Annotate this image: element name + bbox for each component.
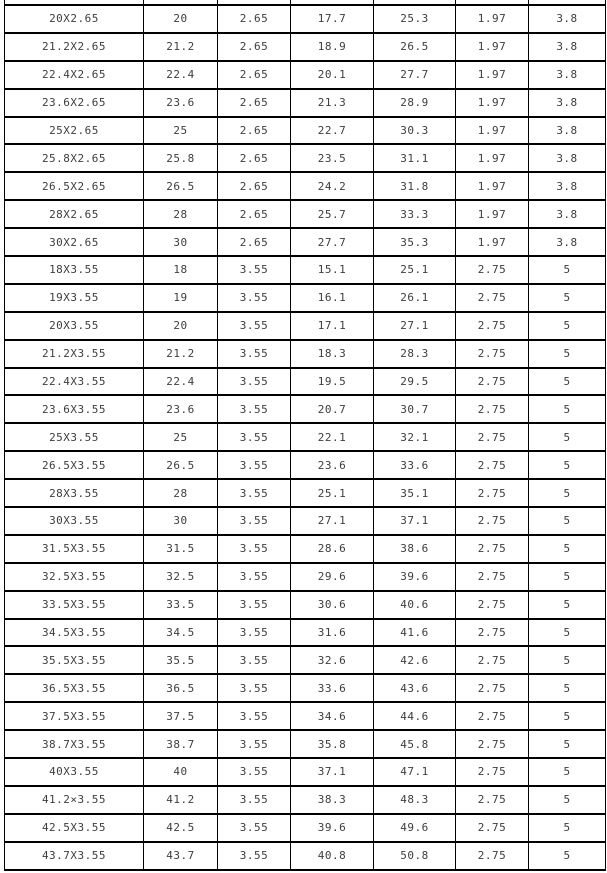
table-cell: 28.9 <box>374 89 456 117</box>
table-cell: 1.97 <box>456 89 529 117</box>
table-cell: 3.55 <box>218 646 291 674</box>
table-cell: 1.97 <box>456 5 529 33</box>
table-row <box>5 814 606 842</box>
table-cell: 33.5 <box>144 591 218 619</box>
table-cell: 3.55 <box>218 786 291 814</box>
table-cell: 25.8 <box>144 144 218 172</box>
table-row <box>5 842 606 870</box>
table-cell: 2.75 <box>456 758 529 786</box>
table-cell: 33.6 <box>291 674 374 702</box>
table-cell: 27.1 <box>291 507 374 535</box>
table-cell: 25 <box>144 423 218 451</box>
table-cell: 23.6 <box>144 395 218 423</box>
table-cell: 2.65 <box>218 5 291 33</box>
table-cell: 27.7 <box>374 61 456 89</box>
table-cell: 5 <box>529 842 606 870</box>
table-row <box>5 312 606 340</box>
table-cell: 23.6X2.65 <box>5 89 144 117</box>
table-cell: 42.5X3.55 <box>5 814 144 842</box>
table-row <box>5 507 606 535</box>
table-cell: 38.7 <box>144 730 218 758</box>
table-cell: 2.65 <box>218 172 291 200</box>
table-row <box>5 591 606 619</box>
table-cell: 1.97 <box>456 228 529 256</box>
table-cell: 3.55 <box>218 423 291 451</box>
table-cell: 34.5X3.55 <box>5 619 144 647</box>
table-cell: 22.4X2.65 <box>5 61 144 89</box>
table-cell: 40.6 <box>374 591 456 619</box>
table-cell: 1.97 <box>456 33 529 61</box>
table-cell: 28.6 <box>291 535 374 563</box>
table-body <box>5 0 606 870</box>
table-row <box>5 674 606 702</box>
table-cell: 40.8 <box>291 842 374 870</box>
table-cell: 20.1 <box>291 61 374 89</box>
table-cell: 25X2.65 <box>5 117 144 145</box>
table-cell: 41.2 <box>144 786 218 814</box>
table-cell: 22.7 <box>291 117 374 145</box>
table-cell: 45.8 <box>374 730 456 758</box>
table-cell: 20X2.65 <box>5 5 144 33</box>
table-row <box>5 256 606 284</box>
table-cell: 2.65 <box>218 144 291 172</box>
table-cell: 26.1 <box>374 284 456 312</box>
table-cell: 2.75 <box>456 674 529 702</box>
table-cell: 30 <box>144 507 218 535</box>
table-cell: 3.8 <box>529 89 606 117</box>
table-cell: 39.6 <box>374 563 456 591</box>
table-cell: 27.7 <box>291 228 374 256</box>
table-cell: 2.65 <box>218 61 291 89</box>
table-cell: 18X3.55 <box>5 256 144 284</box>
table-cell: 3.55 <box>218 702 291 730</box>
table-cell: 20 <box>144 5 218 33</box>
table-row <box>5 284 606 312</box>
table-cell: 38.6 <box>374 535 456 563</box>
table-cell: 40X3.55 <box>5 758 144 786</box>
table-cell: 3.8 <box>529 5 606 33</box>
table-cell: 2.75 <box>456 786 529 814</box>
table-cell: 15.1 <box>291 256 374 284</box>
table-cell: 39.6 <box>291 814 374 842</box>
table-cell: 23.6 <box>291 451 374 479</box>
table-cell: 2.75 <box>456 368 529 396</box>
table-cell: 24.2 <box>291 172 374 200</box>
table-cell: 20.7 <box>291 395 374 423</box>
table-cell: 31.8 <box>374 172 456 200</box>
table-cell: 3.8 <box>529 61 606 89</box>
table-cell: 2.75 <box>456 591 529 619</box>
table-cell: 21.2 <box>144 340 218 368</box>
table-cell: 30X2.65 <box>5 228 144 256</box>
table-cell: 38.3 <box>291 786 374 814</box>
table-cell: 5 <box>529 284 606 312</box>
table-cell: 43.7 <box>144 842 218 870</box>
table-cell: 49.6 <box>374 814 456 842</box>
table-cell: 37.5X3.55 <box>5 702 144 730</box>
table-cell: 2.75 <box>456 842 529 870</box>
table-cell: 3.8 <box>529 117 606 145</box>
table-cell: 31.5 <box>144 535 218 563</box>
table-cell: 17.7 <box>291 5 374 33</box>
table-cell: 41.2×3.55 <box>5 786 144 814</box>
table-cell: 25 <box>144 117 218 145</box>
table-cell: 43.6 <box>374 674 456 702</box>
table-cell: 5 <box>529 535 606 563</box>
table-cell: 31.5X3.55 <box>5 535 144 563</box>
table-cell: 35.5X3.55 <box>5 646 144 674</box>
table-cell: 19X3.55 <box>5 284 144 312</box>
table-cell: 48.3 <box>374 786 456 814</box>
table-cell: 5 <box>529 340 606 368</box>
table-cell: 3.8 <box>529 200 606 228</box>
table-cell: 47.1 <box>374 758 456 786</box>
table-cell: 22.4X3.55 <box>5 368 144 396</box>
table-row <box>5 172 606 200</box>
table-cell: 1.97 <box>456 61 529 89</box>
table-cell: 3.55 <box>218 284 291 312</box>
table-row <box>5 5 606 33</box>
table-cell: 3.55 <box>218 451 291 479</box>
table-cell: 16.1 <box>291 284 374 312</box>
table-cell: 29.6 <box>291 563 374 591</box>
table-row <box>5 395 606 423</box>
table-cell: 2.75 <box>456 284 529 312</box>
table-cell: 25.1 <box>291 479 374 507</box>
table-cell: 2.65 <box>218 89 291 117</box>
table-cell: 5 <box>529 395 606 423</box>
table-row <box>5 619 606 647</box>
table-cell: 2.75 <box>456 814 529 842</box>
table-cell: 5 <box>529 368 606 396</box>
table-row <box>5 33 606 61</box>
table-cell: 3.8 <box>529 228 606 256</box>
table-cell: 5 <box>529 563 606 591</box>
table-cell: 5 <box>529 312 606 340</box>
table-cell: 33.5X3.55 <box>5 591 144 619</box>
table-row <box>5 479 606 507</box>
table-cell: 31.6 <box>291 619 374 647</box>
table-cell: 25.8X2.65 <box>5 144 144 172</box>
table-row <box>5 535 606 563</box>
table-cell: 30 <box>144 228 218 256</box>
table-cell: 27.1 <box>374 312 456 340</box>
table-cell: 2.75 <box>456 395 529 423</box>
table-cell: 23.6X3.55 <box>5 395 144 423</box>
table-cell: 23.5 <box>291 144 374 172</box>
table-cell: 40 <box>144 758 218 786</box>
table-row <box>5 117 606 145</box>
table-cell: 36.5 <box>144 674 218 702</box>
table-cell: 34.5 <box>144 619 218 647</box>
table-cell: 43.7X3.55 <box>5 842 144 870</box>
table-cell: 30X3.55 <box>5 507 144 535</box>
table-cell: 5 <box>529 507 606 535</box>
table-cell: 44.6 <box>374 702 456 730</box>
table-cell: 42.5 <box>144 814 218 842</box>
table-row <box>5 368 606 396</box>
table-cell: 5 <box>529 619 606 647</box>
table-cell: 3.55 <box>218 340 291 368</box>
table-cell: 5 <box>529 256 606 284</box>
table-cell: 23.6 <box>144 89 218 117</box>
table-cell: 21.2X2.65 <box>5 33 144 61</box>
table-cell: 5 <box>529 814 606 842</box>
spec-table-page <box>4 0 605 871</box>
table-row <box>5 200 606 228</box>
table-cell: 2.75 <box>456 507 529 535</box>
table-cell: 20X3.55 <box>5 312 144 340</box>
table-cell: 5 <box>529 646 606 674</box>
table-cell: 26.5 <box>144 172 218 200</box>
table-cell: 20 <box>144 312 218 340</box>
table-cell: 3.55 <box>218 814 291 842</box>
table-cell: 28X3.55 <box>5 479 144 507</box>
table-row <box>5 758 606 786</box>
table-cell: 3.55 <box>218 842 291 870</box>
table-cell: 28X2.65 <box>5 200 144 228</box>
table-cell: 2.75 <box>456 619 529 647</box>
table-row <box>5 144 606 172</box>
table-cell: 1.97 <box>456 200 529 228</box>
table-cell: 3.55 <box>218 563 291 591</box>
table-cell: 2.75 <box>456 312 529 340</box>
table-cell: 35.1 <box>374 479 456 507</box>
table-cell: 2.75 <box>456 702 529 730</box>
table-cell: 3.55 <box>218 256 291 284</box>
table-cell: 33.3 <box>374 200 456 228</box>
table-cell: 3.55 <box>218 395 291 423</box>
table-cell: 2.75 <box>456 451 529 479</box>
table-cell: 30.6 <box>291 591 374 619</box>
table-cell: 22.4 <box>144 61 218 89</box>
table-cell: 25.1 <box>374 256 456 284</box>
table-cell: 2.75 <box>456 563 529 591</box>
table-cell: 5 <box>529 786 606 814</box>
table-cell: 2.75 <box>456 479 529 507</box>
table-cell: 35.8 <box>291 730 374 758</box>
table-cell: 3.8 <box>529 144 606 172</box>
table-cell: 3.55 <box>218 535 291 563</box>
table-cell: 37.5 <box>144 702 218 730</box>
table-cell: 3.8 <box>529 33 606 61</box>
table-cell: 3.55 <box>218 312 291 340</box>
table-cell: 32.1 <box>374 423 456 451</box>
table-cell: 2.75 <box>456 256 529 284</box>
table-row <box>5 786 606 814</box>
table-cell: 50.8 <box>374 842 456 870</box>
table-cell: 5 <box>529 423 606 451</box>
table-cell: 30.7 <box>374 395 456 423</box>
table-cell: 2.65 <box>218 200 291 228</box>
table-cell: 25.3 <box>374 5 456 33</box>
table-cell: 29.5 <box>374 368 456 396</box>
table-cell: 31.1 <box>374 144 456 172</box>
table-cell: 32.6 <box>291 646 374 674</box>
table-cell: 41.6 <box>374 619 456 647</box>
table-cell: 3.55 <box>218 368 291 396</box>
table-cell: 2.75 <box>456 340 529 368</box>
table-cell: 26.5X3.55 <box>5 451 144 479</box>
table-cell: 18.9 <box>291 33 374 61</box>
table-cell: 19.5 <box>291 368 374 396</box>
table-cell: 3.55 <box>218 619 291 647</box>
table-cell: 17.1 <box>291 312 374 340</box>
table-cell: 19 <box>144 284 218 312</box>
table-cell: 5 <box>529 451 606 479</box>
table-cell: 2.65 <box>218 117 291 145</box>
oring-size-table <box>4 0 606 871</box>
table-cell: 5 <box>529 591 606 619</box>
table-row <box>5 646 606 674</box>
table-cell: 26.5 <box>374 33 456 61</box>
table-row <box>5 730 606 758</box>
table-cell: 21.3 <box>291 89 374 117</box>
table-cell: 28.3 <box>374 340 456 368</box>
table-row <box>5 340 606 368</box>
table-cell: 5 <box>529 730 606 758</box>
table-row <box>5 702 606 730</box>
table-cell: 2.65 <box>218 33 291 61</box>
table-row <box>5 451 606 479</box>
table-row <box>5 423 606 451</box>
table-cell: 2.75 <box>456 646 529 674</box>
table-cell: 33.6 <box>374 451 456 479</box>
table-cell: 2.75 <box>456 535 529 563</box>
table-cell: 30.3 <box>374 117 456 145</box>
table-cell: 3.55 <box>218 507 291 535</box>
table-cell: 2.65 <box>218 228 291 256</box>
table-cell: 21.2X3.55 <box>5 340 144 368</box>
table-row <box>5 89 606 117</box>
table-cell: 3.55 <box>218 758 291 786</box>
table-cell: 35.3 <box>374 228 456 256</box>
table-cell: 37.1 <box>291 758 374 786</box>
table-cell: 26.5 <box>144 451 218 479</box>
table-cell: 28 <box>144 200 218 228</box>
table-cell: 1.97 <box>456 117 529 145</box>
table-cell: 34.6 <box>291 702 374 730</box>
table-cell: 18.3 <box>291 340 374 368</box>
table-cell: 32.5X3.55 <box>5 563 144 591</box>
table-cell: 3.8 <box>529 172 606 200</box>
table-cell: 26.5X2.65 <box>5 172 144 200</box>
table-cell: 25.7 <box>291 200 374 228</box>
table-cell: 3.55 <box>218 591 291 619</box>
table-cell: 35.5 <box>144 646 218 674</box>
table-cell: 36.5X3.55 <box>5 674 144 702</box>
table-cell: 3.55 <box>218 674 291 702</box>
table-cell: 38.7X3.55 <box>5 730 144 758</box>
table-cell: 42.6 <box>374 646 456 674</box>
table-cell: 22.1 <box>291 423 374 451</box>
table-cell: 5 <box>529 674 606 702</box>
table-cell: 1.97 <box>456 172 529 200</box>
table-cell: 21.2 <box>144 33 218 61</box>
table-row <box>5 61 606 89</box>
table-cell: 22.4 <box>144 368 218 396</box>
table-cell: 3.55 <box>218 479 291 507</box>
table-row <box>5 228 606 256</box>
table-cell: 28 <box>144 479 218 507</box>
table-cell: 37.1 <box>374 507 456 535</box>
table-cell: 5 <box>529 702 606 730</box>
table-cell: 32.5 <box>144 563 218 591</box>
table-cell: 1.97 <box>456 144 529 172</box>
table-cell: 25X3.55 <box>5 423 144 451</box>
table-cell: 5 <box>529 479 606 507</box>
table-cell: 3.55 <box>218 730 291 758</box>
table-row <box>5 563 606 591</box>
table-cell: 2.75 <box>456 730 529 758</box>
table-cell: 18 <box>144 256 218 284</box>
table-cell: 5 <box>529 758 606 786</box>
table-cell: 2.75 <box>456 423 529 451</box>
